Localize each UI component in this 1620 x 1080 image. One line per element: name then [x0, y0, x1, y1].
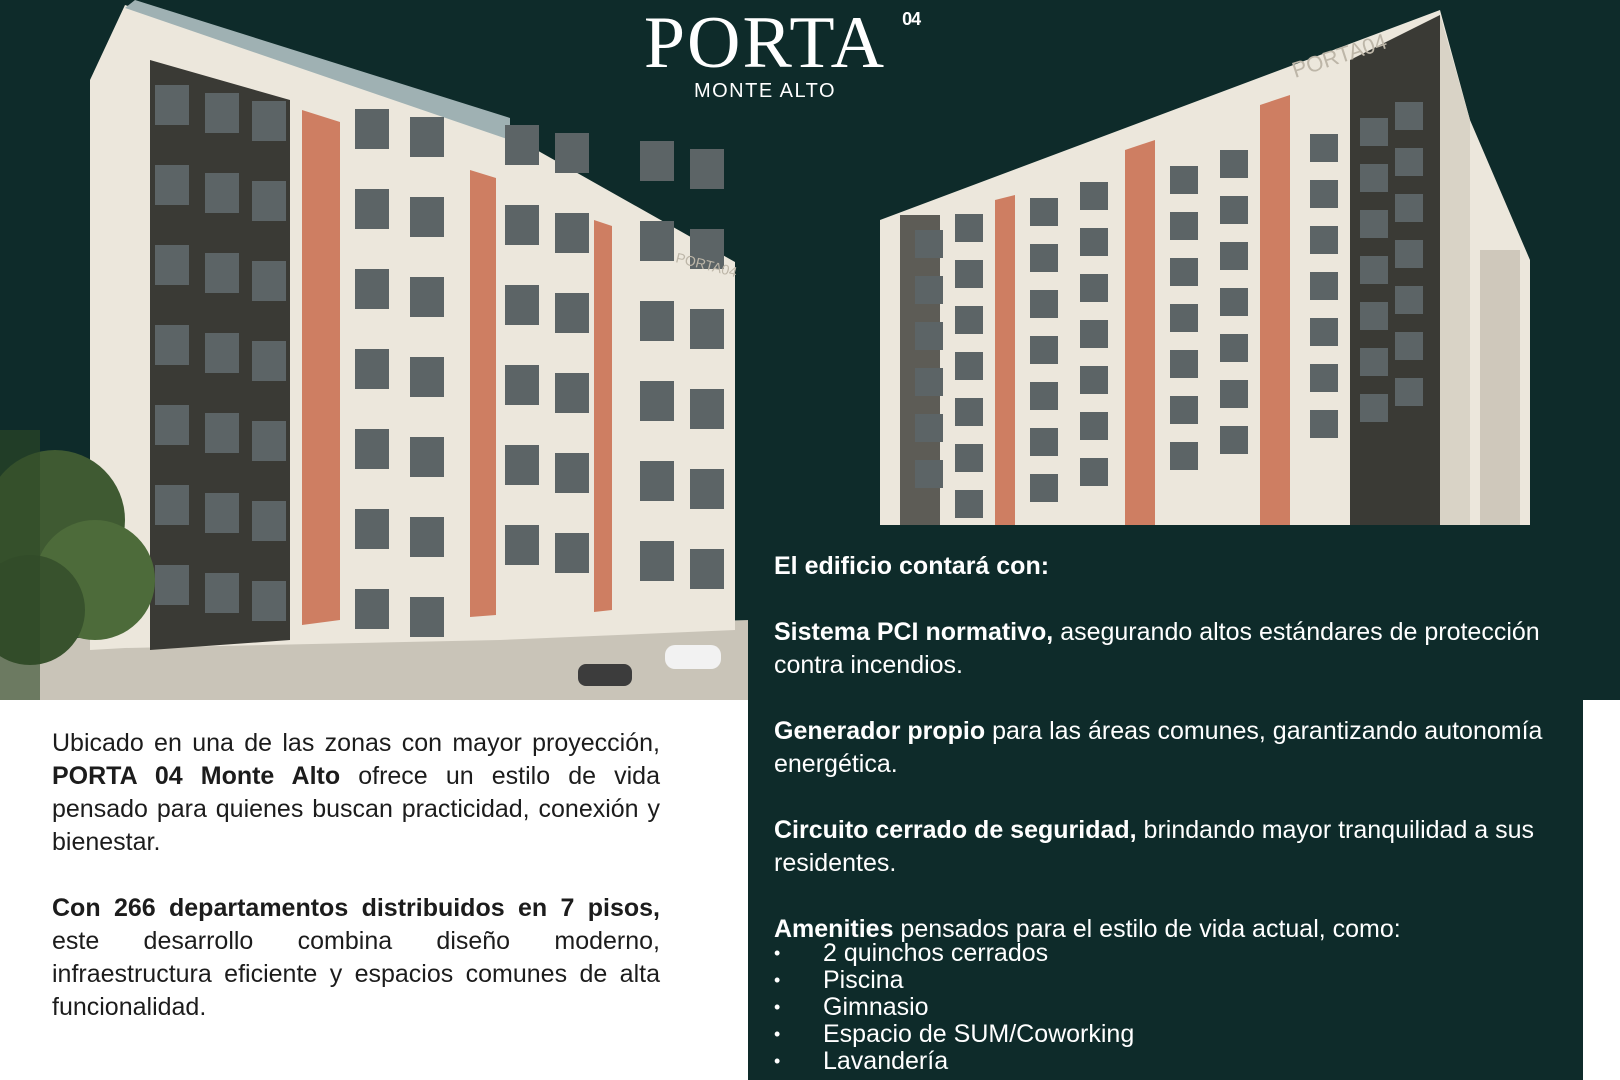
window: [1360, 302, 1388, 330]
window: [1080, 320, 1108, 348]
window: [410, 517, 444, 557]
window: [1395, 240, 1423, 268]
window: [1220, 242, 1248, 270]
intro-paragraph-1: [52, 727, 660, 859]
window: [1030, 382, 1058, 410]
window: [355, 589, 389, 629]
window: [505, 205, 539, 245]
window: [1310, 134, 1338, 162]
window: [555, 533, 589, 573]
window: [915, 414, 943, 442]
window: [355, 429, 389, 469]
window: [252, 341, 286, 381]
window: [1395, 332, 1423, 360]
window: [555, 453, 589, 493]
window: [1030, 290, 1058, 318]
facade-sign-right: PORTA04: [1288, 28, 1390, 83]
window: [1080, 228, 1108, 256]
list-item: • 2 quinchos cerrados: [774, 940, 1555, 967]
window: [252, 501, 286, 541]
intro-paragraph-2: [52, 892, 660, 1024]
feature-item-text: asegurando altos estándares de protección contra incendios.: [774, 618, 1540, 679]
window: [252, 181, 286, 221]
intro-text: [52, 727, 660, 1057]
window: [640, 221, 674, 261]
window: [505, 445, 539, 485]
feature-item-bold: Sistema PCI normativo,: [774, 618, 1054, 646]
window: [690, 309, 724, 349]
window: [355, 349, 389, 389]
window: [955, 214, 983, 242]
window: [205, 493, 239, 533]
window: [1080, 274, 1108, 302]
window: [1030, 336, 1058, 364]
features-panel: [748, 540, 1583, 1080]
window: [410, 597, 444, 637]
window: [1220, 150, 1248, 178]
window: [690, 389, 724, 429]
window: [1170, 166, 1198, 194]
window: [1220, 334, 1248, 362]
list-item: • Espacio de SUM/Coworking: [774, 1021, 1555, 1048]
window: [155, 565, 189, 605]
window: [1360, 210, 1388, 238]
window: [410, 277, 444, 317]
window: [1080, 458, 1108, 486]
window: [205, 253, 239, 293]
intro-p1-bold: PORTA 04 Monte Alto: [52, 762, 341, 790]
window: [155, 325, 189, 365]
window: [505, 525, 539, 565]
feature-item-pci: [774, 616, 1555, 682]
amenities-bold: Amenities: [774, 915, 894, 943]
feature-item-bold: Generador propio: [774, 717, 986, 745]
window: [155, 245, 189, 285]
list-item: • Gimnasio: [774, 994, 1555, 1021]
window: [1310, 318, 1338, 346]
intro-p1-text-b: ofrece un estilo de vida pensado para quienes buscan practicidad, conexión y bienestar.: [52, 762, 660, 856]
window: [155, 485, 189, 525]
window: [1220, 288, 1248, 316]
window: [640, 381, 674, 421]
amenities-list: [774, 940, 1555, 1075]
feature-item-generator: [774, 715, 1555, 781]
window: [252, 421, 286, 461]
window: [1310, 180, 1338, 208]
window: [1360, 164, 1388, 192]
window: [915, 230, 943, 258]
window: [355, 109, 389, 149]
window: [915, 276, 943, 304]
window: [1360, 348, 1388, 376]
intro-p2-bold: Con 266 departamentos distribuidos en 7 pisos,: [52, 894, 660, 922]
window: [1360, 394, 1388, 422]
window: [410, 197, 444, 237]
window: [1395, 378, 1423, 406]
features-heading: El edificio contará con:: [774, 552, 1050, 580]
window: [410, 357, 444, 397]
list-item: • Piscina: [774, 967, 1555, 994]
feature-item-text: para las áreas comunes, garantizando autonomía energética.: [774, 717, 1543, 778]
window: [1220, 196, 1248, 224]
window: [640, 141, 674, 181]
window: [555, 213, 589, 253]
window: [955, 398, 983, 426]
window: [1395, 148, 1423, 176]
window: [205, 333, 239, 373]
window: [1360, 118, 1388, 146]
window: [252, 581, 286, 621]
window: [505, 285, 539, 325]
window: [690, 469, 724, 509]
window: [1310, 272, 1338, 300]
window: [355, 189, 389, 229]
window: [640, 541, 674, 581]
window: [252, 261, 286, 301]
brand-subtitle: MONTE ALTO: [693, 80, 837, 102]
window: [915, 460, 943, 488]
feature-item-text: brindando mayor tranquilidad a sus residentes.: [774, 816, 1535, 877]
brand-wordmark: [643, 2, 921, 84]
window: [1395, 194, 1423, 222]
window: [690, 149, 724, 189]
window: [915, 322, 943, 350]
brand-name: PORTA: [643, 2, 887, 84]
window: [1310, 410, 1338, 438]
window: [1310, 226, 1338, 254]
window: [640, 461, 674, 501]
window: [1170, 442, 1198, 470]
amenities-text: pensados para el estilo de vida actual, como:: [893, 915, 1401, 943]
window: [1220, 426, 1248, 454]
feature-item-cctv: [774, 814, 1555, 880]
window: [1220, 380, 1248, 408]
window: [1310, 364, 1338, 392]
window: [640, 301, 674, 341]
window: [955, 352, 983, 380]
window: [1080, 412, 1108, 440]
window: [155, 405, 189, 445]
window: [955, 306, 983, 334]
window: [505, 125, 539, 165]
window: [1170, 212, 1198, 240]
window: [955, 444, 983, 472]
feature-item-bold: Circuito cerrado de seguridad,: [774, 816, 1137, 844]
window: [1360, 256, 1388, 284]
brand-number: 04: [902, 9, 921, 29]
window: [955, 490, 983, 518]
window: [205, 573, 239, 613]
window: [555, 373, 589, 413]
intro-p2-text: este desarrollo combina diseño moderno, infraestructura eficiente y espacios comunes de alta funcionalidad.: [52, 927, 660, 1021]
brand-logo: [0, 4, 1530, 103]
window: [1030, 198, 1058, 226]
window: [1170, 350, 1198, 378]
window: [355, 269, 389, 309]
window: [1395, 286, 1423, 314]
building-render-left: [0, 0, 750, 700]
window: [1170, 396, 1198, 424]
facade-sign-left: PORTA04: [674, 249, 739, 281]
window: [690, 549, 724, 589]
window: [410, 117, 444, 157]
window: [155, 165, 189, 205]
intro-p1-text-a: Ubicado en una de las zonas con mayor proyección,: [52, 729, 660, 757]
window: [1170, 258, 1198, 286]
window: [1080, 366, 1108, 394]
window: [1030, 428, 1058, 456]
window: [955, 260, 983, 288]
window: [555, 133, 589, 173]
list-item: • Lavandería: [774, 1048, 1555, 1075]
window: [410, 437, 444, 477]
window: [915, 368, 943, 396]
window: [205, 413, 239, 453]
window: [1395, 102, 1423, 130]
window: [1030, 474, 1058, 502]
window: [252, 101, 286, 141]
window: [1080, 182, 1108, 210]
window: [555, 293, 589, 333]
window: [1170, 304, 1198, 332]
window: [355, 509, 389, 549]
window: [1030, 244, 1058, 272]
window: [505, 365, 539, 405]
window: [205, 173, 239, 213]
